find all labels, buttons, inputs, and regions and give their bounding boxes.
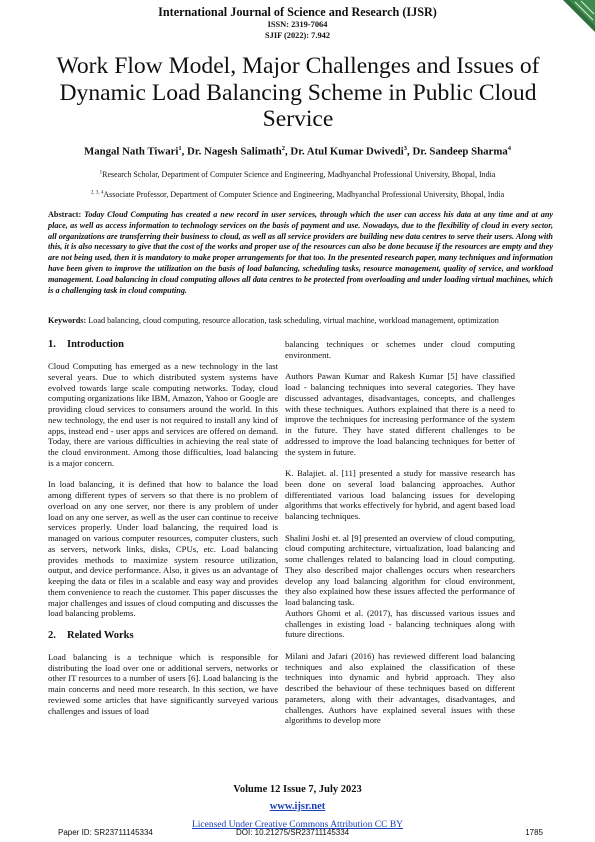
paragraph: Authors Ghomi et al. (2017), has discussed various issues and challenges in existing load - balancing techniques along with future directions. — [285, 607, 515, 640]
author-sup: 2 — [281, 145, 285, 152]
doi: DOI: 10.21275/SR23711145334 — [236, 828, 350, 837]
volume-issue: Volume 12 Issue 7, July 2023 — [233, 784, 362, 795]
keywords — [48, 316, 553, 327]
abstract-text: Today Cloud Computing has created a new record in user services, through which the user can access his data at any time and at any place, as well as access information to technology services on the basis of payment and use. Nowadays, due to the flexibility of cloud in every sector, all organizations are transferring their business to cloud, as well as all service providers are building new data centres to serve their users. Along with this, it is also necessary to give that the cost of the works and proper use of the resources can also be done because if the resources are empty and they are not being used, then it is mandatory to make proper arrangements for that too. In the presented research paper, many techniques and information have been given to improve the utilization on the basis of load balancing, scheduling tasks, resource management, quality of service, and workload management. Load balancing in cloud computing allows all data centres to be protected from overloading and under loading virtual machines, which is a challenging task in cloud computing. — [48, 210, 554, 295]
journal-name: International Journal of Science and Research (IJSR) — [158, 5, 437, 19]
paragraph: Milani and Jafari (2016) has reviewed different load balancing techniques and also explained the classification of these techniques into dynamic and hybrid approach. They also described the behaviour of these techniques based on different parameters, along with their advantages, disadvantages, and challenges. Authors have explained several issues with these algorithms to develop more — [285, 650, 515, 726]
paper-title: Work Flow Model, Major Challenges and Issues of Dynamic Load Balancing Scheme in Public Cloud Service — [56, 53, 540, 132]
affiliation-text: Associate Professor, Department of Computer Science and Engineering, Madhyanchal Professional University, Bhopal, India — [103, 190, 505, 199]
keywords-label: Keywords: — [48, 316, 87, 325]
journal-issn: ISSN: 2319-7064 — [267, 20, 328, 29]
author-sep: , — [181, 145, 188, 158]
footer — [0, 784, 595, 832]
affiliation-sup: 2, 3, 4 — [90, 190, 104, 196]
section-number: 2. — [48, 629, 56, 641]
author-sup: 4 — [507, 145, 511, 152]
author-name: Dr. Sandeep Sharma — [412, 145, 508, 158]
right-column — [285, 339, 515, 726]
paper-id: Paper ID: SR23711145334 — [58, 828, 153, 837]
paragraph: Load balancing is a technique which is responsible for distributing the load over one or additional servers, networks or other IT resources to a number of users [6]. Load balancing is the main concerns and need more research. In this section, we have reviewed some articles that have significantly surveyed various challenges and issues of load — [48, 651, 278, 716]
author-sep: , — [407, 145, 413, 158]
author-name: Mangal Nath Tiwari — [84, 145, 179, 158]
affiliation-sup: 1 — [99, 170, 103, 176]
section-title: Introduction — [67, 339, 124, 350]
author-sup: 3 — [403, 145, 408, 152]
author-sup: 1 — [178, 145, 182, 152]
section-number: 1. — [48, 339, 56, 350]
affiliation-text: Research Scholar, Department of Computer Science and Engineering, Madhyanchal Professional University, Bhopal, India — [102, 170, 496, 179]
abstract-label: Abstract: — [48, 210, 82, 219]
author-name: Dr. Atul Kumar Dwivedi — [290, 145, 404, 158]
section-heading-related-works — [48, 630, 278, 642]
abstract — [48, 210, 553, 296]
author-sep: , — [284, 145, 291, 158]
author-name: Dr. Nagesh Salimath — [187, 145, 282, 158]
journal-website-link[interactable]: www.ijsr.net — [269, 801, 326, 812]
paragraph: In load balancing, it is defined that how to balance the load among different types of servers so that there is no problem of overload on any one server, nor there is any problem of under load on any one server, as well as the user can continue to receive services properly. Under load balancing, the required load is managed on various computer resources, computer clusters, such as servers, network links, disks, CPUs, etc. Load balancing provides methods to maximize system resource utilization, output, and device performance. Also, it gives us an advantage of keeping the data or files in a scalable and easy way and provides them convenience to reach the customer. This paper discusses the major challenges and issues of cloud computing and discusses the load balancing problems. — [48, 479, 278, 619]
license-link[interactable]: Licensed Under Creative Commons Attribution CC BY — [191, 820, 404, 830]
paragraph: balancing techniques or schemes under cloud computing environment. — [285, 339, 515, 360]
page-number: 1785 — [525, 828, 543, 837]
paragraph: Authors Pawan Kumar and Rakesh Kumar [5] have classified load - balancing techniques into several categories. They have discussed advantages, disadvantages, concepts, and challenges with these techniques. Authors explained that there is a need to improve the techniques for increasing performance of the system in the future. They have stated different challenges to be addressed to improve the load balancing techniques for better of the system in future. — [285, 371, 515, 457]
journal-header — [0, 6, 595, 41]
journal-sjif: SJIF (2022): 7.942 — [264, 31, 331, 40]
paragraph: Shalini Joshi et. al [9] presented an overview of cloud computing, cloud computing architecture, virtualization, load balancing and some challenges related to balancing load in cloud computing. They also described major challenges occurs when researchers develop any load balancing algorithm for cloud environment, they also explained how these issues affected the performance of load balancing task. — [285, 532, 515, 607]
paragraph: Cloud Computing has emerged as a new technology in the last several years. Due to which distributed system systems have evolved towards large scale computing networks. Today, cloud computing organizations like IBM, Amazon, Yahoo or Google are providing cloud services to consumers around the world. In this new technology, the end user is not required to install any kind of apps, instead end - user apps and services are offered on demand. Today, there are various difficulties in achieving the real state of the cloud environment. Among those difficulties, load balancing is a major concern. — [48, 361, 278, 468]
author-list — [0, 145, 595, 158]
affiliation-1 — [0, 170, 595, 179]
paragraph: K. Balajiet. al. [11] presented a study for massive research has been done on several load balancing approaches. Author differentiated various load balancing issues for developing algorithms that works effectively for hybrid, and agent based load balancing techniques. — [285, 468, 515, 521]
left-column — [48, 339, 278, 716]
section-title: Related Works — [67, 629, 134, 641]
section-heading-introduction — [48, 339, 278, 351]
keywords-text: Load balancing, cloud computing, resource allocation, task scheduling, virtual machine, workload management, optimization — [88, 316, 499, 325]
affiliation-2 — [0, 190, 595, 199]
